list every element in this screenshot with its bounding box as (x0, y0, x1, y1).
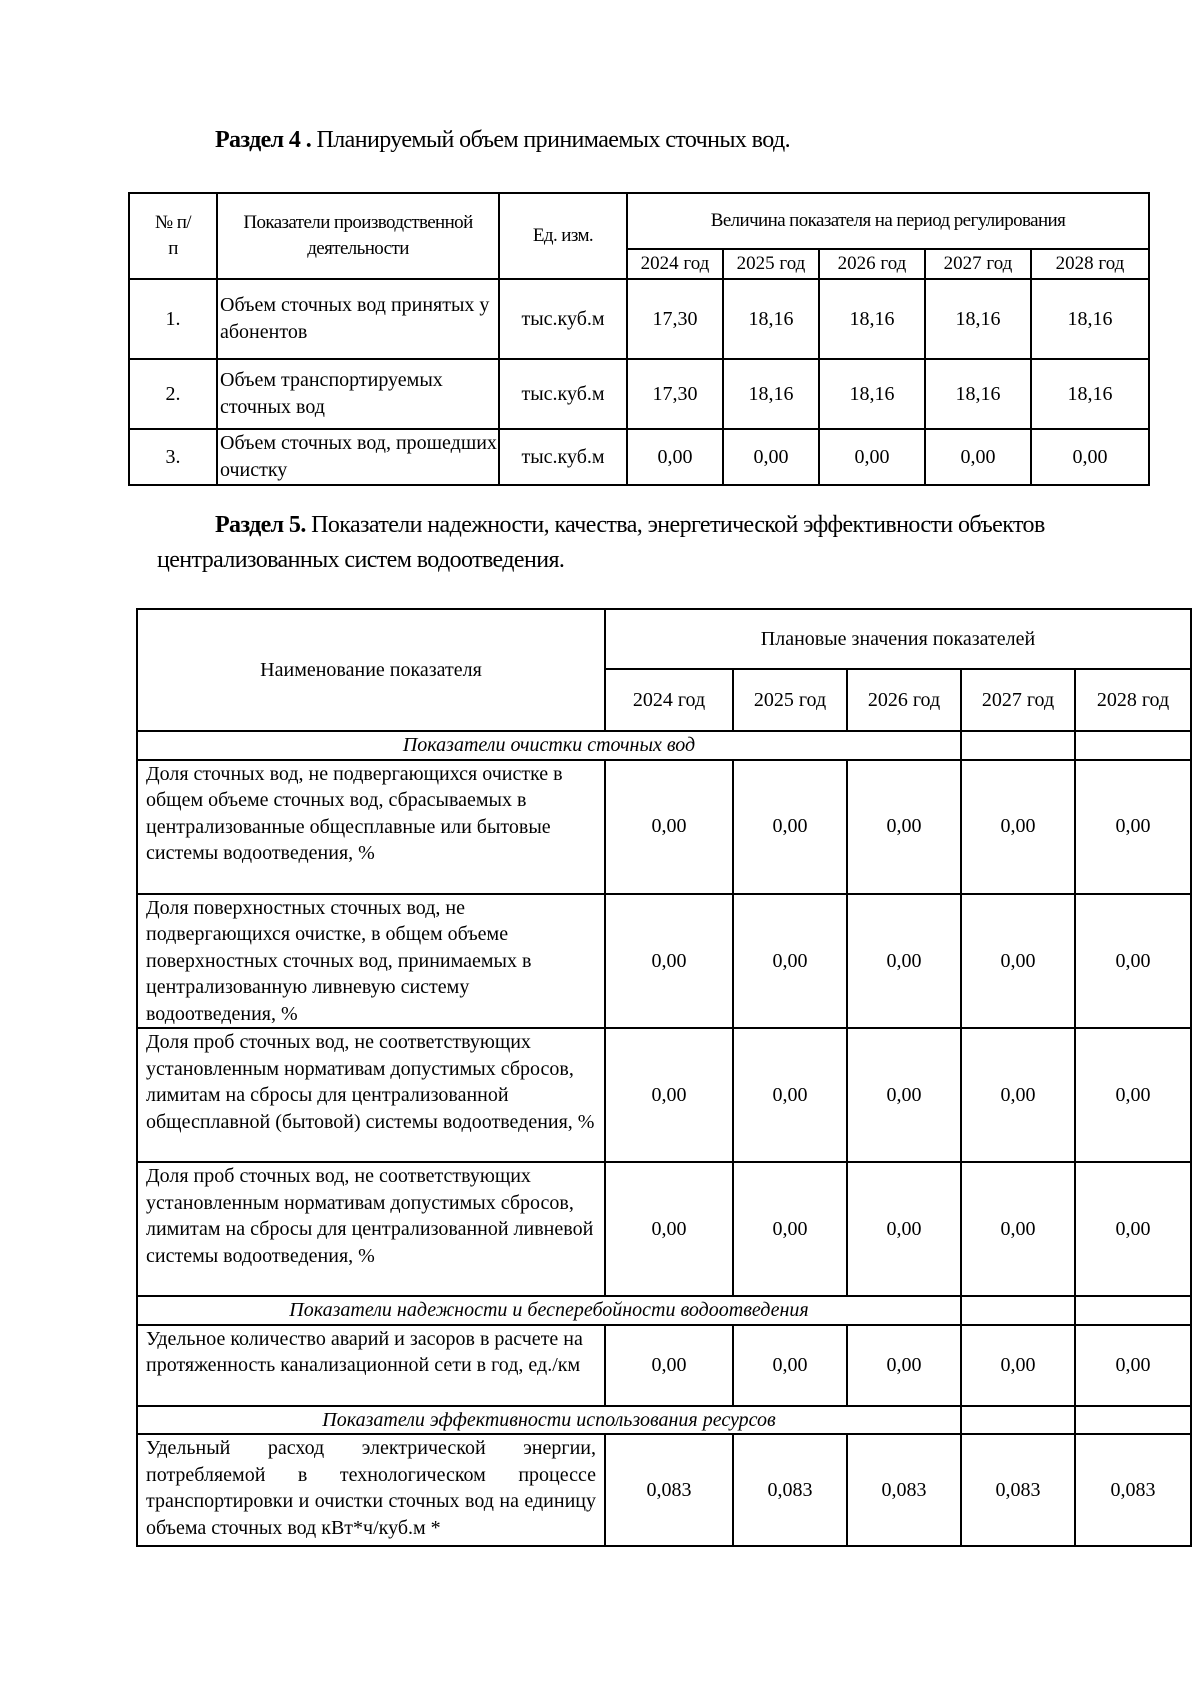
row-name: Доля проб сточных вод, не соответствующих установленным нормативам допустимых сбросов, лимитам на сбросы для централизованной общесплавной (бытовой) системы водоотведения, % (137, 1028, 605, 1162)
row-value: 0,00 (1075, 894, 1191, 1029)
row-value: 0,083 (961, 1434, 1075, 1546)
row-name: Доля сточных вод, не подвергающихся очистке в общем объеме сточных вод, сбрасываемых в централизованные общесплавные или бытовые системы водоотведения, % (137, 760, 605, 894)
row-value: 18,16 (1031, 359, 1149, 429)
row-name: Доля поверхностных сточных вод, не подвергающихся очистке, в общем объеме поверхностных сточных вод, принимаемых в централизованную ливневую систему водоотведения, % (137, 894, 605, 1029)
row-value: 0,00 (961, 1162, 1075, 1296)
table-row (137, 1434, 1191, 1546)
category-row (137, 731, 1191, 760)
table-row (129, 279, 1149, 359)
row-value: 0,00 (961, 760, 1075, 894)
header-period: Величина показателя на период регулирования (627, 193, 1149, 249)
row-name: Удельный расход электрической энергии, потребляемой в технологическом процессе транспортировки и очистки сточных вод на единицу объема сточных вод кВт*ч/куб.м * (137, 1434, 605, 1546)
row-value: 0,00 (1075, 1162, 1191, 1296)
row-value: 0,00 (733, 760, 847, 894)
row-value: 0,00 (847, 894, 961, 1029)
header-year: 2025 год (733, 669, 847, 731)
row-unit: тыс.куб.м (499, 429, 627, 485)
header-planned: Плановые значения показателей (605, 609, 1191, 669)
header-year: 2026 год (847, 669, 961, 731)
empty-cell (961, 1296, 1075, 1325)
table-row (129, 429, 1149, 485)
table-row (137, 760, 1191, 894)
section-5-header-row (137, 609, 1191, 669)
row-value: 0,00 (733, 1325, 847, 1406)
row-num: 2. (129, 359, 217, 429)
row-name: Объем сточных вод, прошедших очистку (217, 429, 499, 485)
table-row (129, 359, 1149, 429)
row-value: 0,083 (605, 1434, 733, 1546)
header-year: 2024 год (627, 249, 723, 279)
section-4-table (128, 192, 1150, 486)
row-value: 0,00 (847, 1028, 961, 1162)
row-value: 0,00 (605, 1162, 733, 1296)
header-num: № п/п (129, 193, 217, 279)
row-value: 18,16 (925, 279, 1031, 359)
row-value: 17,30 (627, 279, 723, 359)
header-unit: Ед. изм. (499, 193, 627, 279)
row-value: 17,30 (627, 359, 723, 429)
row-unit: тыс.куб.м (499, 359, 627, 429)
section-5-heading-bold: Раздел 5. (215, 512, 306, 538)
table-row (137, 1028, 1191, 1162)
row-value: 0,00 (1031, 429, 1149, 485)
empty-cell (1075, 731, 1191, 760)
row-num: 1. (129, 279, 217, 359)
row-value: 18,16 (1031, 279, 1149, 359)
row-value: 0,00 (605, 760, 733, 894)
section-5-heading (157, 508, 1137, 578)
row-value: 18,16 (723, 279, 819, 359)
row-name: Доля проб сточных вод, не соответствующих установленным нормативам допустимых сбросов, лимитам на сбросы для централизованной ливневой системы водоотведения, % (137, 1162, 605, 1296)
row-value: 0,00 (1075, 1028, 1191, 1162)
row-value: 0,083 (847, 1434, 961, 1546)
category-title: Показатели эффективности использования ресурсов (137, 1406, 961, 1435)
section-4-header-row (129, 193, 1149, 249)
empty-cell (1075, 1296, 1191, 1325)
header-name: Наименование показателя (137, 609, 605, 731)
header-year: 2026 год (819, 249, 925, 279)
row-value: 0,00 (605, 1028, 733, 1162)
row-value: 0,00 (1075, 760, 1191, 894)
empty-cell (1075, 1406, 1191, 1435)
header-year: 2028 год (1031, 249, 1149, 279)
row-name: Объем транспортируемых сточных вод (217, 359, 499, 429)
table-row (137, 894, 1191, 1029)
row-value: 0,00 (605, 894, 733, 1029)
header-indicator: Показатели производственной деятельности (217, 193, 499, 279)
row-name: Объем сточных вод принятых у абонентов (217, 279, 499, 359)
header-year: 2027 год (925, 249, 1031, 279)
section-5-heading-text: Показатели надежности, качества, энергетической эффективности объектов централизованных систем водоотведения. (157, 512, 1045, 573)
row-value: 0,00 (733, 1162, 847, 1296)
row-value: 0,00 (1075, 1325, 1191, 1406)
row-value: 0,00 (733, 894, 847, 1029)
row-value: 0,083 (733, 1434, 847, 1546)
row-unit: тыс.куб.м (499, 279, 627, 359)
table-row (137, 1325, 1191, 1406)
row-num: 3. (129, 429, 217, 485)
row-value: 18,16 (925, 359, 1031, 429)
row-value: 0,00 (961, 894, 1075, 1029)
table-row (137, 1162, 1191, 1296)
category-title: Показатели надежности и бесперебойности водоотведения (137, 1296, 961, 1325)
row-value: 18,16 (819, 279, 925, 359)
header-year: 2025 год (723, 249, 819, 279)
row-value: 0,00 (847, 1162, 961, 1296)
row-value: 0,00 (627, 429, 723, 485)
empty-cell (961, 731, 1075, 760)
row-value: 0,00 (733, 1028, 847, 1162)
row-value: 0,083 (1075, 1434, 1191, 1546)
row-value: 0,00 (723, 429, 819, 485)
category-row (137, 1406, 1191, 1435)
row-value: 0,00 (847, 1325, 961, 1406)
row-value: 0,00 (847, 760, 961, 894)
category-row (137, 1296, 1191, 1325)
row-value: 18,16 (819, 359, 925, 429)
empty-cell (961, 1406, 1075, 1435)
category-title: Показатели очистки сточных вод (137, 731, 961, 760)
row-value: 0,00 (819, 429, 925, 485)
row-value: 18,16 (723, 359, 819, 429)
row-value: 0,00 (605, 1325, 733, 1406)
section-4-heading-bold: Раздел 4 . (215, 127, 312, 153)
header-year: 2024 год (605, 669, 733, 731)
row-name: Удельное количество аварий и засоров в расчете на протяженность канализационной сети в год, ед./км (137, 1325, 605, 1406)
header-year: 2028 год (1075, 669, 1191, 731)
section-4-heading (215, 123, 790, 158)
row-value: 0,00 (925, 429, 1031, 485)
section-5-table (136, 608, 1192, 1547)
row-value: 0,00 (961, 1325, 1075, 1406)
row-value: 0,00 (961, 1028, 1075, 1162)
section-4-heading-text: Планируемый объем принимаемых сточных вод. (311, 127, 790, 153)
header-year: 2027 год (961, 669, 1075, 731)
